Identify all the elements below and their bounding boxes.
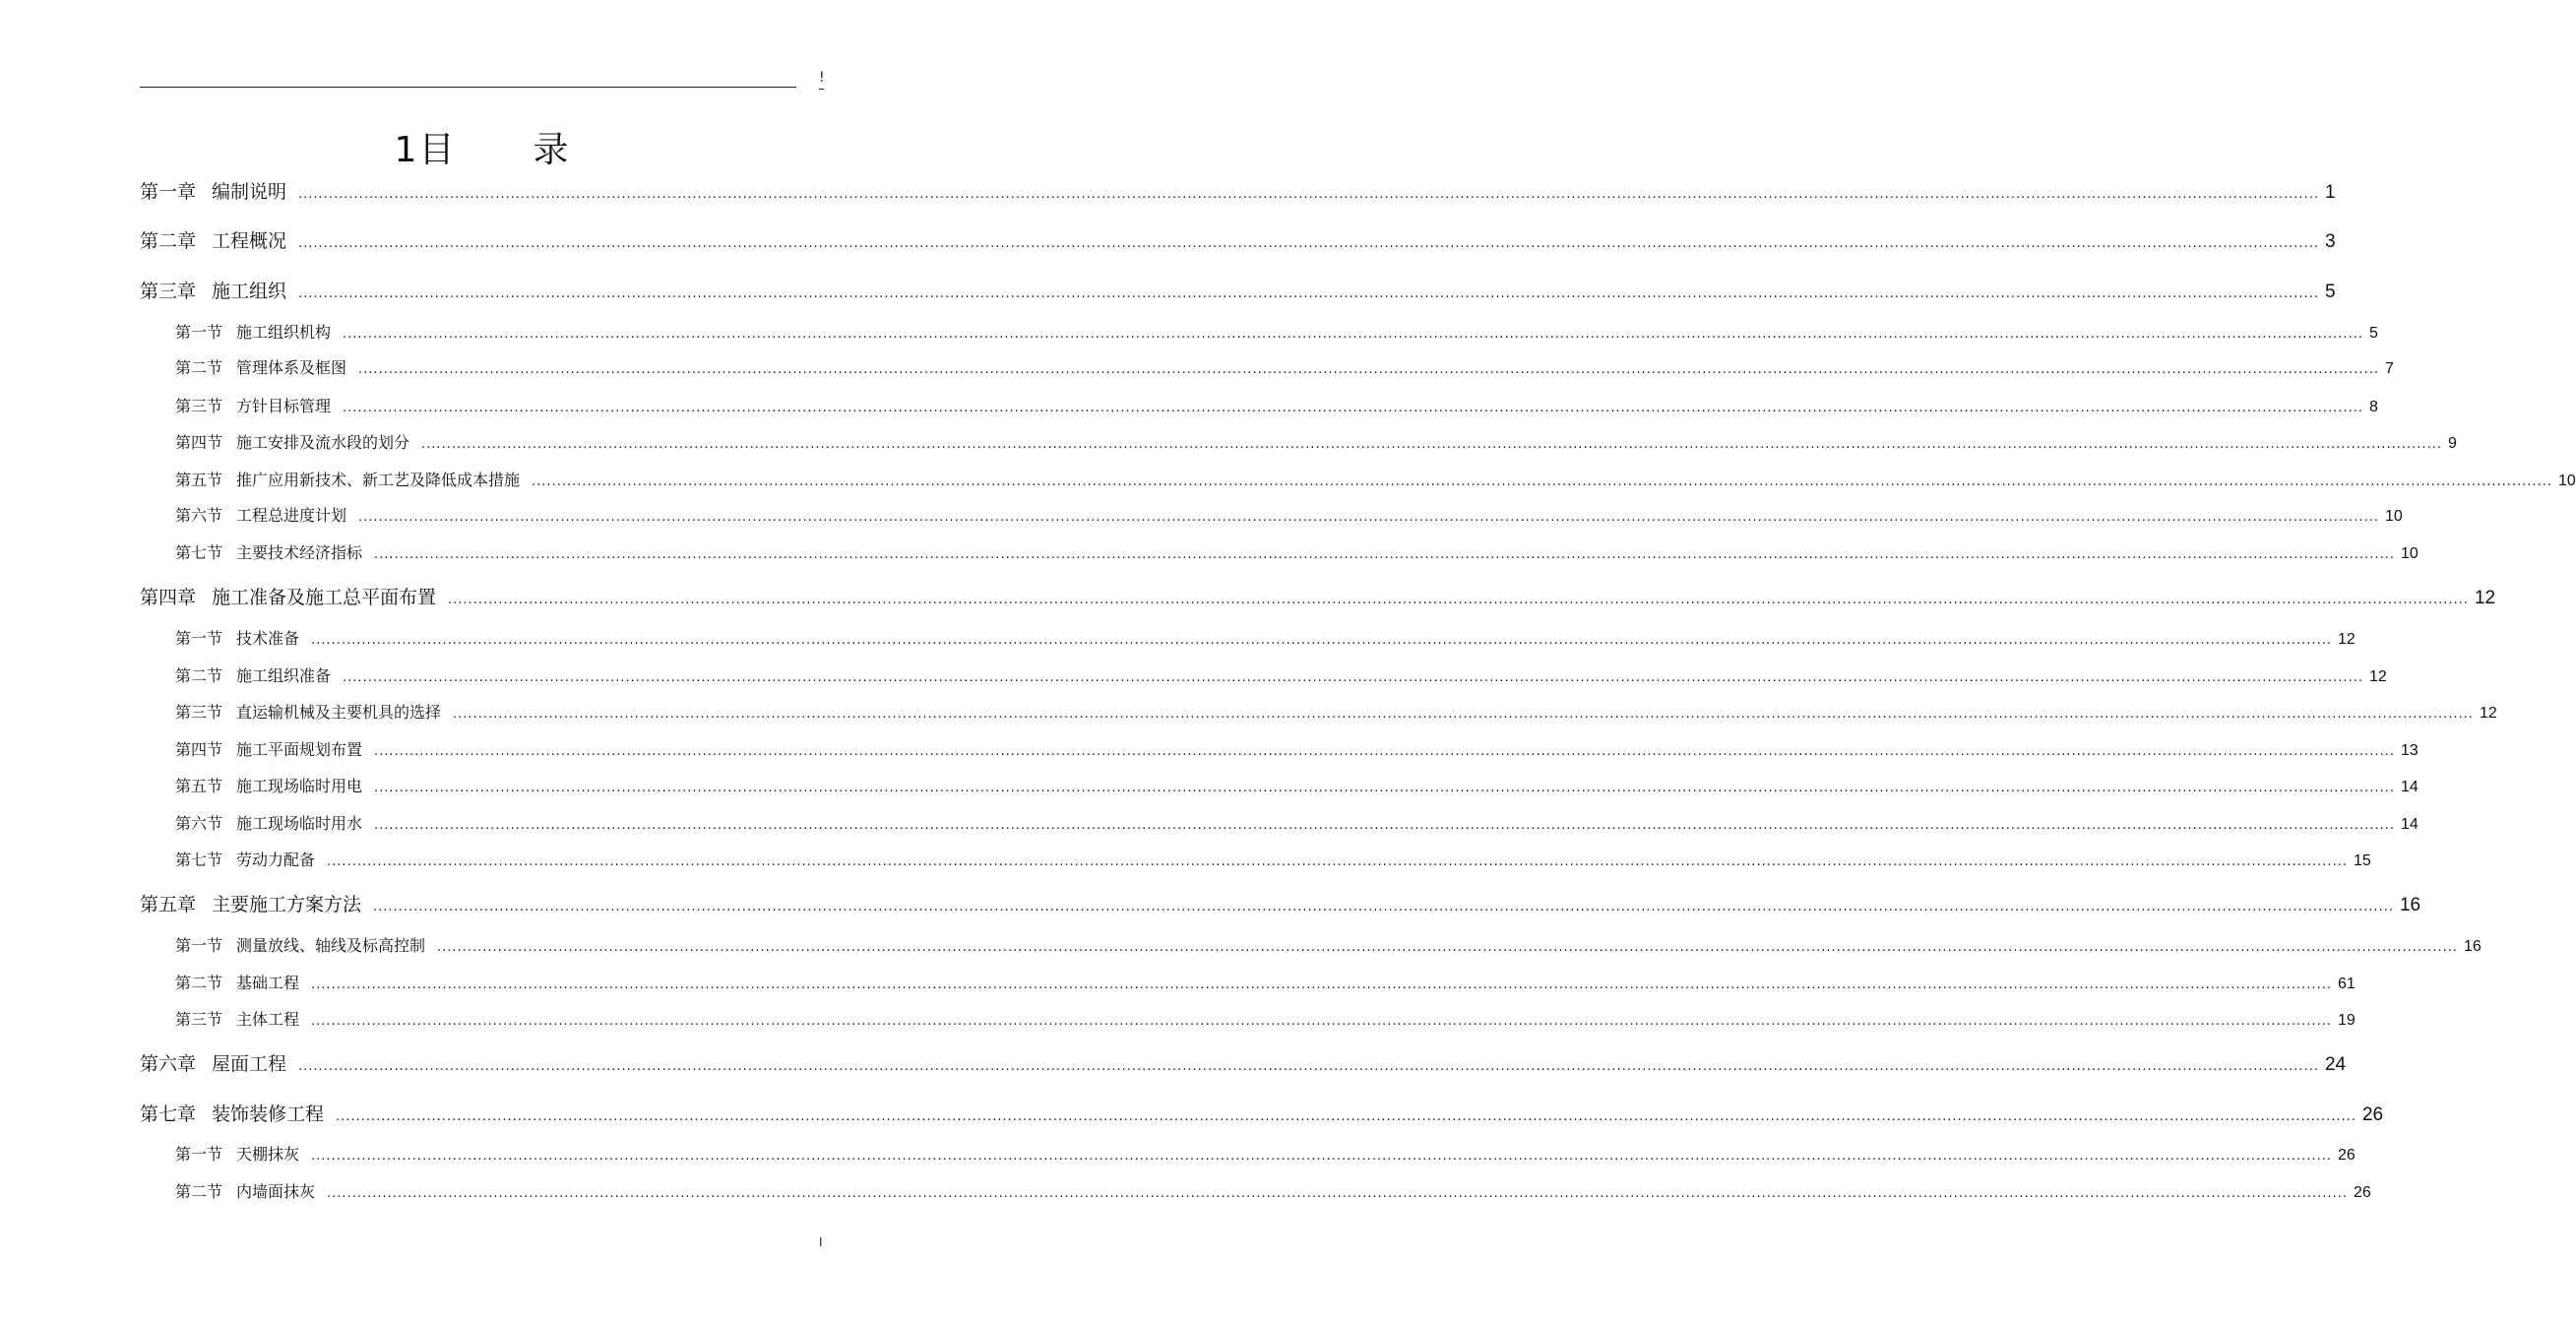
toc-section-entry[interactable] (175, 503, 2403, 526)
toc-entry-page: 16 (2399, 895, 2421, 915)
toc-section-entry[interactable] (175, 355, 2394, 378)
toc-leader-dots: ................................................................................................................................................................................................................................................................................................................................................................................................................ (374, 818, 2395, 833)
toc-entry-title: 屋面工程 (212, 1053, 287, 1075)
footer-corner-mark: I (819, 1235, 823, 1249)
toc-entry-title: 直运输机械及主要机具的选择 (236, 703, 442, 722)
toc-entry-page: 8 (2368, 399, 2378, 415)
toc-entry-number: 第四节 (175, 740, 223, 759)
toc-entry-title: 劳动力配备 (236, 851, 316, 869)
toc-leader-dots: ................................................................................................................................................................................................................................................................................................................................................................................................................ (532, 474, 2552, 489)
toc-entry-number: 第六章 (140, 1053, 197, 1075)
toc-entry-title: 编制说明 (212, 181, 287, 203)
toc-entry-page: 24 (2324, 1054, 2347, 1075)
header-corner-mark: ! (819, 70, 825, 86)
toc-entry-page: 5 (2324, 282, 2336, 302)
toc-leader-dots: ................................................................................................................................................................................................................................................................................................................................................................................................................ (298, 1059, 2319, 1074)
toc-entry-number: 第五节 (175, 777, 223, 795)
toc-leader-dots: ................................................................................................................................................................................................................................................................................................................................................................................................................ (374, 781, 2395, 795)
toc-leader-dots: ................................................................................................................................................................................................................................................................................................................................................................................................................ (336, 1109, 2356, 1124)
toc-entry-page: 61 (2337, 976, 2356, 992)
toc-section-entry[interactable] (175, 1142, 2356, 1165)
toc-entry-page: 7 (2384, 360, 2394, 377)
toc-section-entry[interactable] (175, 320, 2378, 343)
toc-entry-page: 10 (2384, 508, 2403, 525)
toc-entry-number: 第七节 (175, 851, 223, 869)
toc-entry-title: 施工安排及流水段的划分 (236, 433, 410, 452)
title-part1: 目 (418, 130, 457, 170)
toc-entry-number: 第二节 (175, 974, 223, 992)
title-number: 1 (394, 130, 419, 170)
toc-entry-number: 第一章 (140, 181, 197, 203)
toc-entry-title: 技术准备 (236, 629, 300, 648)
toc-entry-page: 13 (2400, 742, 2419, 759)
toc-chapter-entry[interactable] (140, 583, 2496, 609)
toc-entry-page: 1 (2324, 182, 2336, 203)
toc-entry-title: 内墙面抹灰 (236, 1182, 316, 1201)
toc-leader-dots: ................................................................................................................................................................................................................................................................................................................................................................................................................ (298, 187, 2319, 202)
toc-section-entry[interactable] (175, 394, 2378, 416)
toc-entry-title: 施工现场临时用水 (236, 814, 363, 833)
toc-leader-dots: ................................................................................................................................................................................................................................................................................................................................................................................................................ (298, 286, 2319, 301)
toc-leader-dots: ................................................................................................................................................................................................................................................................................................................................................................................................................ (343, 670, 2363, 685)
toc-entry-title: 施工现场临时用电 (236, 777, 363, 795)
toc-entry-number: 第二节 (175, 1182, 223, 1201)
toc-chapter-entry[interactable] (140, 1049, 2347, 1076)
toc-entry-title: 测量放线、轴线及标高控制 (236, 936, 426, 955)
toc-entry-number: 第七章 (140, 1103, 197, 1125)
toc-chapter-entry[interactable] (140, 277, 2336, 303)
toc-section-entry[interactable] (175, 1179, 2371, 1202)
toc-entry-number: 第二节 (175, 666, 223, 685)
toc-entry-page: 3 (2324, 231, 2336, 252)
toc-entry-title: 推广应用新技术、新工艺及降低成本措施 (236, 471, 521, 489)
toc-entry-title: 基础工程 (236, 974, 300, 992)
toc-entry-title: 施工组织准备 (236, 666, 332, 685)
toc-leader-dots: ................................................................................................................................................................................................................................................................................................................................................................................................................ (311, 1014, 2332, 1029)
title-part2: 录 (533, 130, 571, 170)
toc-entry-page: 10 (2400, 545, 2419, 562)
toc-entry-page: 14 (2400, 816, 2419, 833)
toc-entry-title: 管理体系及框图 (236, 358, 347, 377)
toc-chapter-entry[interactable] (140, 226, 2336, 253)
toc-section-entry[interactable] (175, 468, 2576, 490)
toc-entry-title: 工程总进度计划 (236, 506, 347, 525)
toc-leader-dots: ................................................................................................................................................................................................................................................................................................................................................................................................................ (298, 236, 2319, 251)
toc-leader-dots: ................................................................................................................................................................................................................................................................................................................................................................................................................ (437, 940, 2458, 955)
toc-section-entry[interactable] (175, 737, 2419, 760)
toc-entry-number: 第六节 (175, 506, 223, 525)
toc-entry-number: 第四章 (140, 587, 197, 608)
toc-leader-dots: ................................................................................................................................................................................................................................................................................................................................................................................................................ (327, 1186, 2348, 1201)
toc-entry-page: 12 (2368, 668, 2387, 685)
toc-entry-title: 装饰装修工程 (212, 1103, 325, 1125)
toc-entry-number: 第一节 (175, 936, 223, 955)
toc-entry-number: 第三节 (175, 703, 223, 722)
toc-entry-number: 第六节 (175, 814, 223, 833)
toc-entry-page: 16 (2463, 938, 2482, 955)
toc-entry-number: 第七节 (175, 543, 223, 562)
toc-leader-dots: ................................................................................................................................................................................................................................................................................................................................................................................................................ (453, 707, 2474, 722)
toc-entry-page: 14 (2400, 779, 2419, 795)
toc-leader-dots: ................................................................................................................................................................................................................................................................................................................................................................................................................ (311, 1149, 2332, 1164)
toc-entry-page: 5 (2368, 325, 2378, 342)
toc-entry-page: 19 (2337, 1012, 2356, 1029)
toc-section-entry[interactable] (175, 663, 2387, 686)
toc-entry-number: 第三节 (175, 397, 223, 415)
toc-leader-dots: ................................................................................................................................................................................................................................................................................................................................................................................................................ (373, 900, 2394, 914)
toc-entry-title: 工程概况 (212, 230, 287, 252)
toc-leader-dots: ................................................................................................................................................................................................................................................................................................................................................................................................................ (343, 327, 2363, 342)
toc-leader-dots: ................................................................................................................................................................................................................................................................................................................................................................................................................ (358, 510, 2379, 525)
toc-entry-title: 天棚抹灰 (236, 1145, 300, 1164)
toc-entry-number: 第五章 (140, 894, 197, 915)
toc-chapter-entry[interactable] (140, 890, 2421, 916)
toc-entry-page: 26 (2353, 1184, 2371, 1201)
toc-entry-title: 主体工程 (236, 1010, 300, 1029)
toc-section-entry[interactable] (175, 626, 2356, 649)
toc-entry-number: 第五节 (175, 471, 223, 489)
toc-chapter-entry[interactable] (140, 177, 2336, 204)
toc-section-entry[interactable] (175, 540, 2419, 563)
toc-entry-title: 方针目标管理 (236, 397, 332, 415)
toc-entry-number: 第一节 (175, 323, 223, 342)
toc-leader-dots: ................................................................................................................................................................................................................................................................................................................................................................................................................ (421, 437, 2442, 452)
toc-leader-dots: ................................................................................................................................................................................................................................................................................................................................................................................................................ (311, 977, 2332, 992)
toc-entry-title: 施工组织机构 (236, 323, 332, 342)
toc-leader-dots: ................................................................................................................................................................................................................................................................................................................................................................................................................ (374, 744, 2395, 759)
toc-leader-dots: ................................................................................................................................................................................................................................................................................................................................................................................................................ (327, 854, 2348, 869)
toc-section-entry[interactable] (175, 430, 2457, 453)
toc-section-entry[interactable] (175, 971, 2356, 993)
toc-entry-page: 12 (2337, 631, 2356, 648)
toc-entry-number: 第一节 (175, 1145, 223, 1164)
toc-section-entry[interactable] (175, 933, 2482, 956)
toc-entry-page: 26 (2361, 1104, 2384, 1125)
toc-entry-page: 10 (2557, 473, 2576, 489)
toc-entry-page: 12 (2479, 705, 2497, 722)
toc-entry-page: 15 (2353, 852, 2371, 869)
toc-section-entry[interactable] (175, 1007, 2356, 1030)
toc-section-entry[interactable] (175, 774, 2419, 796)
toc-entry-page: 26 (2337, 1147, 2356, 1164)
toc-leader-dots: ................................................................................................................................................................................................................................................................................................................................................................................................................ (343, 401, 2363, 415)
toc-leader-dots: ................................................................................................................................................................................................................................................................................................................................................................................................................ (448, 593, 2469, 607)
toc-entry-number: 第二节 (175, 358, 223, 377)
toc-entry-title: 主要施工方案方法 (212, 894, 362, 915)
toc-chapter-entry[interactable] (140, 1100, 2384, 1126)
toc-entry-page: 9 (2447, 435, 2457, 452)
toc-entry-number: 第二章 (140, 230, 197, 252)
toc-section-entry[interactable] (175, 700, 2497, 723)
toc-leader-dots: ................................................................................................................................................................................................................................................................................................................................................................................................................ (374, 547, 2395, 562)
toc-entry-number: 第三节 (175, 1010, 223, 1029)
toc-section-entry[interactable] (175, 811, 2419, 834)
toc-leader-dots: ................................................................................................................................................................................................................................................................................................................................................................................................................ (311, 633, 2332, 648)
toc-entry-page: 12 (2474, 588, 2496, 608)
toc-leader-dots: ................................................................................................................................................................................................................................................................................................................................................................................................................ (358, 362, 2379, 377)
toc-section-entry[interactable] (175, 848, 2371, 870)
toc-entry-title: 施工平面规划布置 (236, 740, 363, 759)
toc-entry-title: 主要技术经济指标 (236, 543, 363, 562)
toc-entry-title: 施工组织 (212, 281, 287, 302)
toc-entry-number: 第三章 (140, 281, 197, 302)
toc-entry-title: 施工准备及施工总平面布置 (212, 587, 437, 608)
toc-entry-number: 第一节 (175, 629, 223, 648)
toc-entry-number: 第四节 (175, 433, 223, 452)
